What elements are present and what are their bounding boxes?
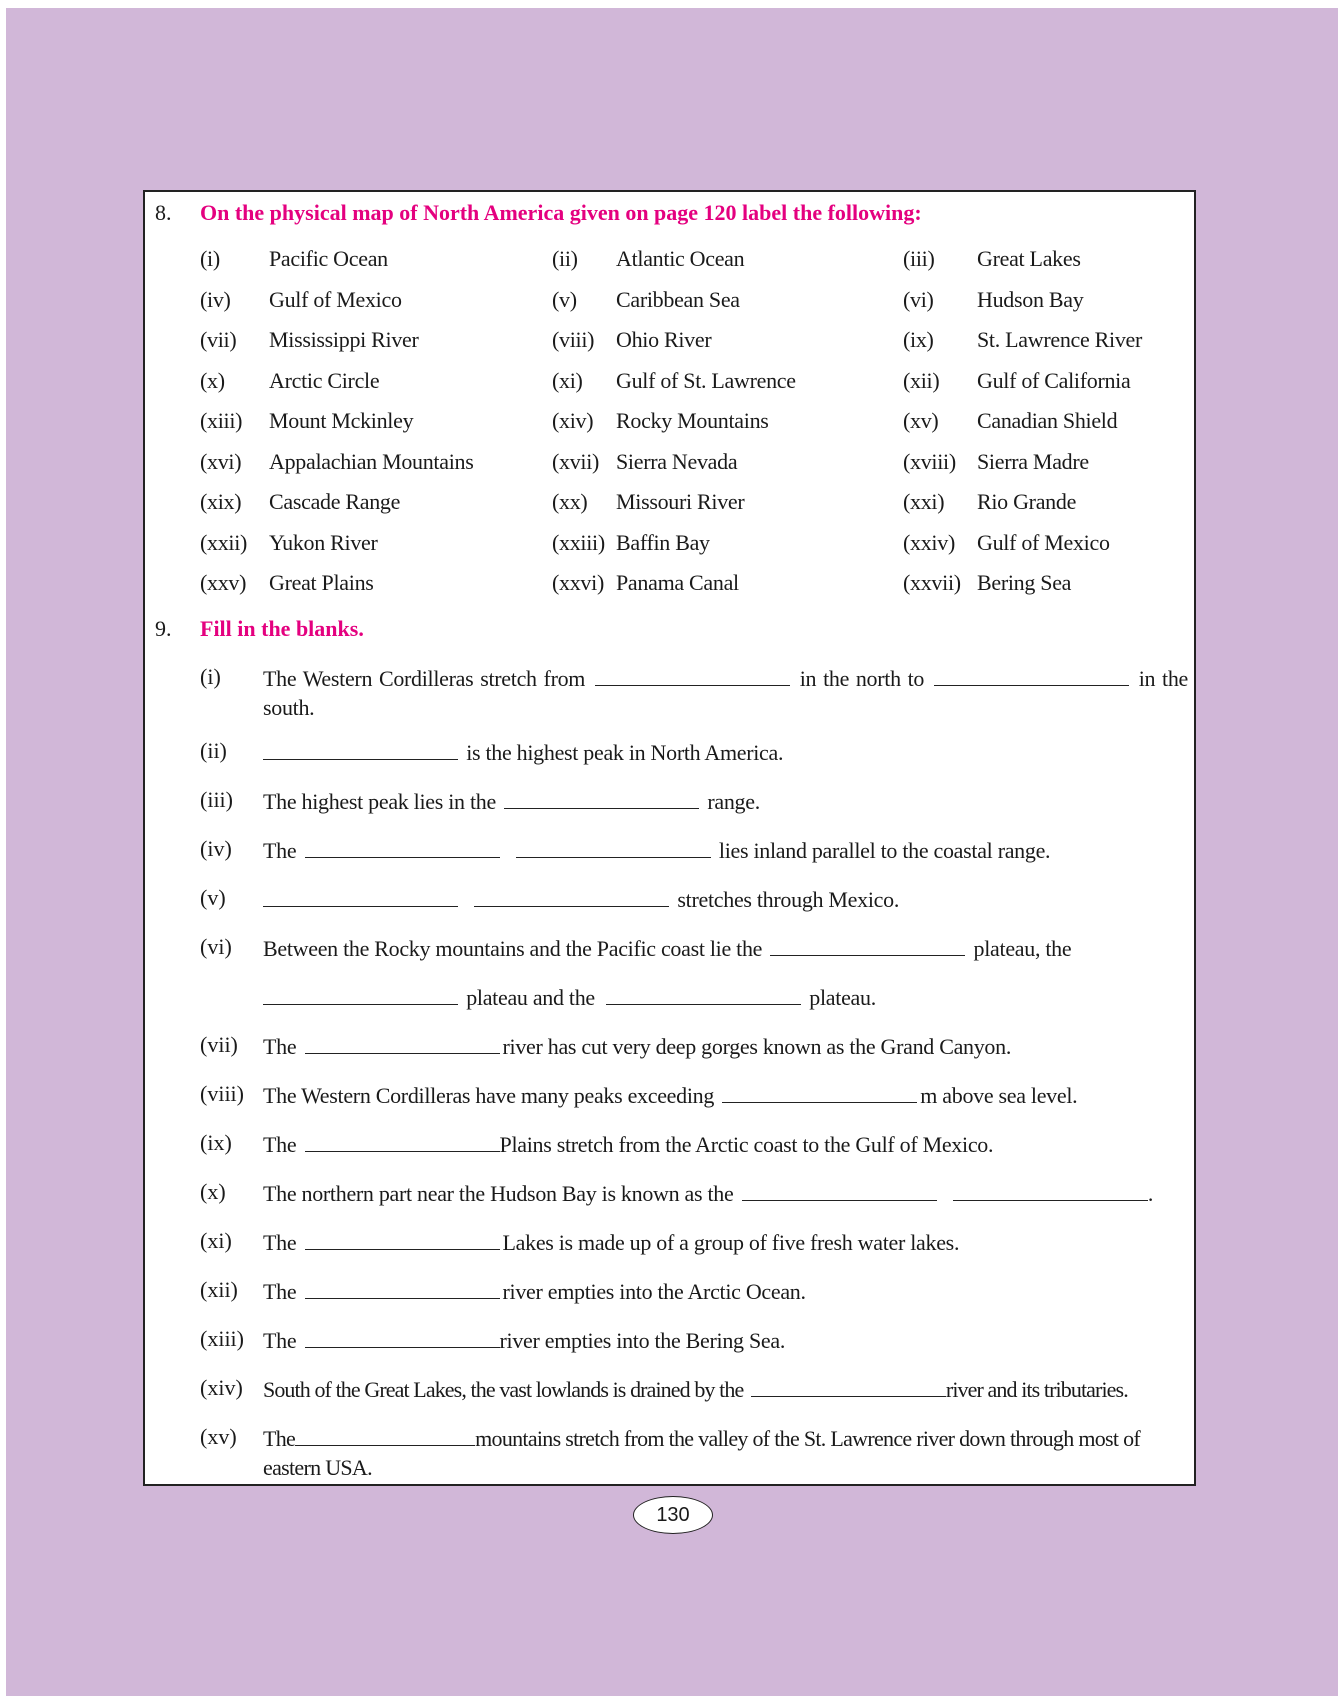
answer-blank[interactable] xyxy=(305,1133,500,1152)
answer-blank[interactable] xyxy=(263,741,458,760)
label-item-number: (x) xyxy=(200,368,225,393)
label-item-number: (xiii) xyxy=(200,408,243,433)
item-text: The xyxy=(263,1279,297,1304)
answer-blank[interactable] xyxy=(595,667,790,686)
item-number: (x) xyxy=(200,1179,226,1204)
answer-blank[interactable] xyxy=(305,1280,500,1299)
answer-blank[interactable] xyxy=(263,888,458,907)
item-text: river empties into the Arctic Ocean. xyxy=(502,1279,806,1304)
label-item-number: (xvii) xyxy=(552,449,600,474)
label-item-number: (v) xyxy=(552,287,577,312)
answer-blank[interactable] xyxy=(305,1329,500,1348)
label-item-name: Baffin Bay xyxy=(616,530,710,555)
label-item-name: Arctic Circle xyxy=(269,368,380,393)
label-item-name: Bering Sea xyxy=(977,570,1072,595)
exercise-box xyxy=(143,190,1196,1486)
label-item-number: (xiv) xyxy=(552,408,594,433)
answer-blank[interactable] xyxy=(516,839,711,858)
label-item-number: (xi) xyxy=(552,368,583,393)
answer-blank[interactable] xyxy=(305,1231,500,1250)
item-text: river and its tributaries. xyxy=(945,1377,1128,1402)
q9-title: Fill in the blanks. xyxy=(200,616,364,641)
label-item-name: Great Lakes xyxy=(977,246,1081,271)
answer-blank[interactable] xyxy=(263,986,458,1005)
label-item-number: (iii) xyxy=(903,246,935,271)
item-text: is the highest peak in North America. xyxy=(466,740,784,765)
label-item-number: (xxvi) xyxy=(552,570,604,595)
answer-blank[interactable] xyxy=(751,1378,946,1397)
item-text: in the south. xyxy=(263,666,1189,720)
answer-blank[interactable] xyxy=(305,839,500,858)
item-text: river has cut very deep gorges known as the Grand Canyon. xyxy=(502,1034,1012,1059)
label-item-name: Rio Grande xyxy=(977,489,1077,514)
q8-number: 8. xyxy=(155,200,172,225)
label-item-number: (xxi) xyxy=(903,489,945,514)
item-number: (i) xyxy=(200,664,221,689)
item-number: (ix) xyxy=(200,1130,232,1155)
item-number: (v) xyxy=(200,885,226,910)
answer-blank[interactable] xyxy=(606,986,801,1005)
item-text: plateau. xyxy=(809,985,876,1010)
item-number: (iii) xyxy=(200,787,233,812)
label-item-name: Gulf of California xyxy=(977,368,1131,393)
label-item-number: (xvi) xyxy=(200,449,242,474)
item-number: (xiii) xyxy=(200,1326,244,1351)
label-item-number: (xix) xyxy=(200,489,242,514)
label-item-number: (i) xyxy=(200,246,220,271)
item-text: Plains stretch from the Arctic coast to the Gulf of Mexico. xyxy=(499,1132,994,1157)
item-text: river empties into the Bering Sea. xyxy=(499,1328,786,1353)
label-item-number: (xxv) xyxy=(200,570,247,595)
item-text: . xyxy=(1147,1181,1154,1206)
item-text: The xyxy=(263,1230,297,1255)
item-number: (iv) xyxy=(200,836,232,861)
q9-number: 9. xyxy=(155,616,172,641)
item-text: The xyxy=(263,1034,297,1059)
label-item-number: (xxvii) xyxy=(903,570,961,595)
label-item-name: Gulf of St. Lawrence xyxy=(616,368,796,393)
item-number: (vi) xyxy=(200,934,232,959)
label-item-name: Yukon River xyxy=(269,530,378,555)
label-item-name: Sierra Madre xyxy=(977,449,1089,474)
q8-title: On the physical map of North America given on page 120 label the following: xyxy=(200,200,922,225)
label-item-number: (xxii) xyxy=(200,530,248,555)
label-item-name: Atlantic Ocean xyxy=(616,246,745,271)
item-text: South of the Great Lakes, the vast lowlands is drained by the xyxy=(263,1377,744,1402)
item-number: (vii) xyxy=(200,1032,238,1057)
item-text: The Western Cordilleras stretch from xyxy=(263,666,586,691)
answer-blank[interactable] xyxy=(953,1182,1148,1201)
item-number: (xv) xyxy=(200,1424,237,1449)
item-text: Between the Rocky mountains and the Pacific coast lie the xyxy=(263,936,763,961)
item-text: range. xyxy=(707,789,760,814)
answer-blank[interactable] xyxy=(742,1182,937,1201)
label-item-name: Mount Mckinley xyxy=(269,408,414,433)
item-text: The Western Cordilleras have many peaks exceeding xyxy=(263,1083,715,1108)
item-text: The northern part near the Hudson Bay is known as the xyxy=(263,1181,734,1206)
label-item-name: Mississippi River xyxy=(269,327,419,352)
item-text: mountains stretch from the valley of the St. Lawrence river down through most of eastern USA. xyxy=(263,1426,1141,1480)
label-item-name: Missouri River xyxy=(616,489,745,514)
item-text: The xyxy=(263,838,297,863)
item-text: The xyxy=(263,1426,296,1451)
label-item-number: (xv) xyxy=(903,408,939,433)
label-item-name: Gulf of Mexico xyxy=(977,530,1110,555)
label-item-number: (vi) xyxy=(903,287,934,312)
item-text: Lakes is made up of a group of five fresh water lakes. xyxy=(502,1230,960,1255)
label-item-name: Pacific Ocean xyxy=(269,246,388,271)
label-item-name: St. Lawrence River xyxy=(977,327,1143,352)
label-item-number: (xii) xyxy=(903,368,940,393)
item-text: in the north to xyxy=(799,666,925,691)
item-text: The xyxy=(263,1328,297,1353)
label-item-number: (vii) xyxy=(200,327,237,352)
answer-blank[interactable] xyxy=(722,1084,917,1103)
label-item-number: (ix) xyxy=(903,327,934,352)
item-text: plateau and the xyxy=(466,985,595,1010)
page-number: 130 xyxy=(633,1496,713,1534)
label-item-name: Sierra Nevada xyxy=(616,449,738,474)
item-text: The highest peak lies in the xyxy=(263,789,496,814)
label-item-name: Canadian Shield xyxy=(977,408,1118,433)
item-number: (xii) xyxy=(200,1277,238,1302)
item-number: (xi) xyxy=(200,1228,232,1253)
label-item-name: Great Plains xyxy=(269,570,374,595)
label-item-name: Gulf of Mexico xyxy=(269,287,402,312)
item-text: stretches through Mexico. xyxy=(677,887,900,912)
label-item-name: Appalachian Mountains xyxy=(269,449,474,474)
item-text: m above sea level. xyxy=(920,1083,1078,1108)
label-item-number: (xx) xyxy=(552,489,588,514)
label-item-name: Panama Canal xyxy=(616,570,739,595)
answer-blank[interactable] xyxy=(770,937,965,956)
label-item-number: (iv) xyxy=(200,287,231,312)
label-item-number: (viii) xyxy=(552,327,595,352)
answer-blank[interactable] xyxy=(504,790,699,809)
answer-blank[interactable] xyxy=(934,667,1129,686)
label-item-name: Hudson Bay xyxy=(977,287,1084,312)
label-item-number: (ii) xyxy=(552,246,578,271)
item-number: (ii) xyxy=(200,738,227,763)
item-number: (xiv) xyxy=(200,1375,243,1400)
label-item-name: Rocky Mountains xyxy=(616,408,769,433)
label-item-name: Caribbean Sea xyxy=(616,287,740,312)
label-item-name: Ohio River xyxy=(616,327,712,352)
label-item-name: Cascade Range xyxy=(269,489,401,514)
answer-blank[interactable] xyxy=(305,1035,500,1054)
item-text: The xyxy=(263,1132,297,1157)
label-item-number: (xxiii) xyxy=(552,530,605,555)
item-number: (viii) xyxy=(200,1081,244,1106)
label-item-number: (xxiv) xyxy=(903,530,955,555)
answer-blank[interactable] xyxy=(295,1427,475,1446)
label-item-number: (xviii) xyxy=(903,449,956,474)
item-text: lies inland parallel to the coastal range. xyxy=(718,838,1051,863)
item-text: plateau, the xyxy=(973,936,1072,961)
answer-blank[interactable] xyxy=(474,888,669,907)
